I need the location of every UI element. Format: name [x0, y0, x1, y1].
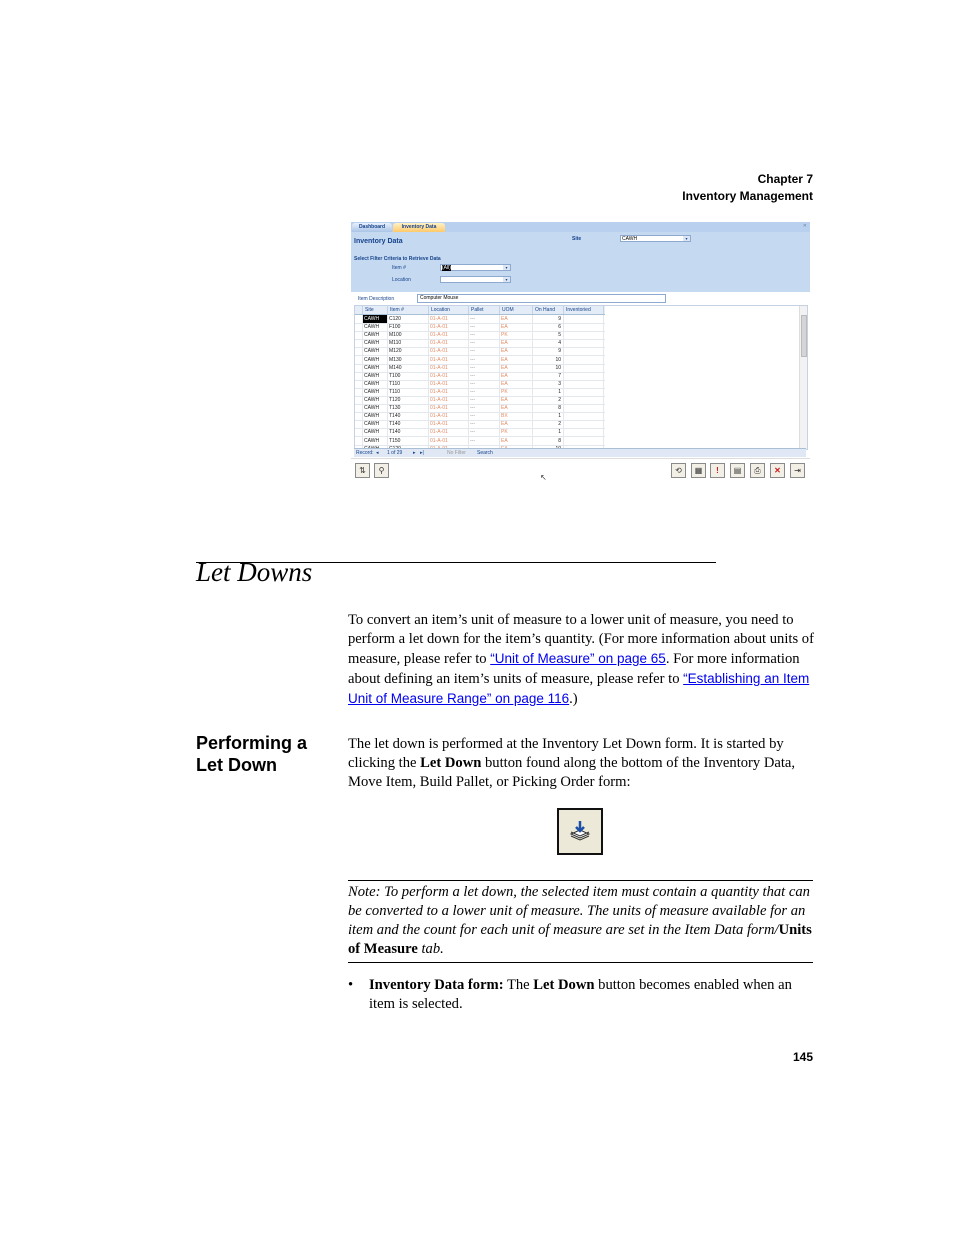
column-header[interactable]: Site [363, 306, 388, 314]
row-selector[interactable] [355, 364, 363, 372]
table-cell[interactable]: 01-A-01 [429, 380, 469, 388]
table-cell[interactable]: CAWH [363, 315, 388, 323]
table-cell[interactable]: EA [500, 347, 533, 355]
row-selector[interactable] [355, 396, 363, 404]
table-cell[interactable]: EA [500, 356, 533, 364]
column-header[interactable]: Pallet [469, 306, 500, 314]
let-down-term: Let Down [533, 977, 595, 993]
unit-of-measure-link[interactable]: “Unit of Measure” on page 65 [490, 651, 666, 666]
let-down-term: Let Down [420, 755, 482, 771]
table-cell[interactable] [564, 323, 604, 331]
table-cell[interactable]: EA [500, 380, 533, 388]
table-cell[interactable]: M110 [388, 339, 429, 347]
table-cell[interactable]: --- [469, 380, 500, 388]
table-cell[interactable] [564, 388, 604, 396]
table-cell[interactable] [564, 437, 604, 445]
page-number: 145 [792, 1050, 813, 1064]
grid-header [355, 306, 605, 315]
tab-bar [351, 222, 810, 232]
table-cell[interactable]: 10 [533, 356, 564, 364]
table-cell[interactable]: 01-A-01 [429, 339, 469, 347]
search-box[interactable]: Search [477, 450, 493, 456]
table-cell[interactable]: EA [500, 364, 533, 372]
last-record-icon[interactable]: ▸| [420, 450, 424, 456]
table-cell[interactable]: CAWH [363, 396, 388, 404]
table-cell[interactable]: 01-A-01 [429, 356, 469, 364]
chevron-down-icon[interactable]: ▾ [503, 277, 510, 282]
report-icon[interactable]: ▤ [730, 463, 745, 478]
table-cell[interactable]: CAWH [363, 364, 388, 372]
alert-icon[interactable]: ! [710, 463, 725, 478]
table-cell[interactable] [564, 364, 604, 372]
subsection-heading: Performing a Let Down [196, 733, 308, 775]
perform-paragraph [348, 735, 818, 792]
table-cell[interactable]: 4 [533, 339, 564, 347]
note-bottom-rule [348, 962, 813, 963]
table-cell[interactable]: --- [469, 388, 500, 396]
table-cell[interactable]: T130 [388, 404, 429, 412]
table-cell[interactable]: 2 [533, 396, 564, 404]
sort-icon[interactable]: ⇅ [355, 463, 370, 478]
table-cell[interactable] [564, 347, 604, 355]
table-cell[interactable]: 01-A-01 [429, 331, 469, 339]
establishing-uom-range-link[interactable]: “Establishing an Item Unit of Measure Range” on page 116 [348, 671, 810, 706]
table-cell[interactable]: --- [469, 331, 500, 339]
table-cell[interactable]: T140 [388, 428, 429, 436]
table-cell[interactable] [564, 412, 604, 420]
table-cell[interactable]: CAWH [363, 428, 388, 436]
perform-text: button found along the bottom of the Inventory Data, Move Item, Build Pallet, or Picking Order form: [348, 755, 796, 790]
intro-text: .) [569, 691, 578, 707]
location-select[interactable] [440, 276, 511, 283]
table-cell[interactable]: EA [500, 323, 533, 331]
table-cell[interactable]: CAWH [363, 339, 388, 347]
delete-icon[interactable]: ✕ [770, 463, 785, 478]
form-toolbar [351, 458, 810, 481]
table-cell[interactable]: T140 [388, 412, 429, 420]
filter-icon[interactable]: ⚲ [374, 463, 389, 478]
section-title: Let Downs [196, 557, 313, 587]
table-cell[interactable]: CAWH [363, 372, 388, 380]
table-cell[interactable]: --- [469, 404, 500, 412]
table-cell[interactable]: --- [469, 396, 500, 404]
table-cell[interactable]: T150 [388, 437, 429, 445]
table-cell[interactable]: 01-A-01 [429, 404, 469, 412]
record-label: Record: [356, 450, 374, 456]
table-cell[interactable] [564, 420, 604, 428]
close-icon[interactable]: ✕ [802, 223, 807, 229]
intro-paragraph [348, 611, 818, 709]
table-cell[interactable]: CAWH [363, 323, 388, 331]
let-down-button-image [557, 808, 603, 855]
bullet-term: Inventory Data form: [369, 977, 504, 993]
table-cell[interactable] [564, 428, 604, 436]
table-cell[interactable]: 01-A-01 [429, 437, 469, 445]
item-description-label: Item Description [358, 296, 395, 302]
inventory-data-screenshot [351, 222, 810, 484]
note-text: tab. [417, 941, 444, 957]
table-cell[interactable]: 10 [533, 364, 564, 372]
chevron-down-icon[interactable]: ▾ [503, 265, 510, 270]
table-cell[interactable]: EA [500, 372, 533, 380]
row-selector[interactable] [355, 380, 363, 388]
table-cell[interactable]: 2 [533, 420, 564, 428]
table-cell[interactable]: --- [469, 347, 500, 355]
table-cell[interactable]: 01-A-01 [429, 323, 469, 331]
table-cell[interactable]: 01-A-01 [429, 428, 469, 436]
build-pallet-icon[interactable]: ▦ [691, 463, 706, 478]
table-cell[interactable]: 7 [533, 372, 564, 380]
column-header[interactable]: UOM [500, 306, 533, 314]
row-selector[interactable] [355, 428, 363, 436]
let-down-icon [568, 819, 592, 843]
units-of-measure-term: Units of Measure [348, 922, 812, 957]
table-cell[interactable]: --- [469, 356, 500, 364]
chapter-label: Chapter 7 [757, 172, 813, 186]
intro-text: To convert an item’s unit of measure to a lower unit of measure, you need to perform a let down for the item’s quantity. (For more information about units of measure, please refer to [348, 612, 814, 667]
table-cell[interactable]: M120 [388, 347, 429, 355]
row-selector[interactable] [355, 388, 363, 396]
row-selector[interactable] [355, 323, 363, 331]
table-cell[interactable]: 01-A-01 [429, 420, 469, 428]
select-all-checkbox[interactable] [355, 306, 363, 314]
table-cell[interactable]: T110 [388, 388, 429, 396]
table-cell[interactable]: M130 [388, 356, 429, 364]
row-selector[interactable] [355, 331, 363, 339]
table-cell[interactable] [564, 372, 604, 380]
table-cell[interactable] [564, 380, 604, 388]
table-cell[interactable]: --- [469, 364, 500, 372]
table-cell[interactable]: --- [469, 372, 500, 380]
table-cell[interactable]: T140 [388, 420, 429, 428]
table-cell[interactable]: 6 [533, 323, 564, 331]
table-cell[interactable]: 8 [533, 404, 564, 412]
item-select[interactable] [440, 264, 511, 271]
table-cell[interactable] [564, 339, 604, 347]
table-cell[interactable] [564, 404, 604, 412]
table-cell[interactable]: --- [469, 323, 500, 331]
record-navigator [354, 448, 806, 457]
row-selector[interactable] [355, 356, 363, 364]
table-cell[interactable]: --- [469, 315, 500, 323]
print-icon[interactable]: ⎙ [750, 463, 765, 478]
location-label: Location [392, 277, 411, 283]
next-record-icon[interactable]: ▸ [413, 450, 416, 456]
table-cell[interactable]: 1 [533, 412, 564, 420]
table-cell[interactable] [564, 356, 604, 364]
table-cell[interactable]: 9 [533, 347, 564, 355]
table-cell[interactable]: CAWH [363, 380, 388, 388]
table-cell[interactable]: M140 [388, 364, 429, 372]
table-cell[interactable]: 8 [533, 437, 564, 445]
table-cell[interactable]: F100 [388, 323, 429, 331]
bullet-text-part: button becomes enabled when an item is selected. [369, 977, 792, 1012]
bullet-text [369, 976, 809, 1014]
mouse-cursor-icon: ↖ [540, 473, 547, 482]
table-cell[interactable]: 01-A-01 [429, 388, 469, 396]
table-cell[interactable]: C120 [388, 315, 429, 323]
table-cell[interactable]: 1 [533, 388, 564, 396]
table-cell[interactable]: PK [500, 331, 533, 339]
column-header[interactable]: Inventoried [564, 306, 604, 314]
row-selector[interactable] [355, 339, 363, 347]
table-cell[interactable]: --- [469, 420, 500, 428]
table-cell[interactable]: EA [500, 420, 533, 428]
table-cell[interactable]: CAWH [363, 420, 388, 428]
item-description-field[interactable]: Computer Mouse [417, 294, 666, 303]
table-cell[interactable]: EA [500, 404, 533, 412]
table-cell[interactable]: EA [500, 396, 533, 404]
table-cell[interactable]: 01-A-01 [429, 372, 469, 380]
row-selector[interactable] [355, 404, 363, 412]
table-cell[interactable]: 01-A-01 [429, 412, 469, 420]
note-paragraph [348, 883, 818, 959]
table-cell[interactable]: CAWH [363, 437, 388, 445]
table-cell[interactable]: 01-A-01 [429, 347, 469, 355]
filter-panel [351, 232, 810, 292]
table-cell[interactable]: T100 [388, 372, 429, 380]
table-cell[interactable]: PK [500, 388, 533, 396]
row-selector[interactable] [355, 347, 363, 355]
first-record-icon[interactable]: ◂ [376, 450, 379, 456]
table-cell[interactable]: --- [469, 339, 500, 347]
table-cell[interactable]: 1 [533, 428, 564, 436]
table-cell[interactable]: 3 [533, 380, 564, 388]
row-selector[interactable] [355, 315, 363, 323]
table-cell[interactable]: 9 [533, 315, 564, 323]
table-cell[interactable]: --- [469, 428, 500, 436]
table-cell[interactable]: CAWH [363, 388, 388, 396]
column-header[interactable]: Item # [388, 306, 429, 314]
intro-text: . For more information about defining an item’s units of measure, please refer to [348, 651, 800, 687]
table-cell[interactable]: 5 [533, 331, 564, 339]
note-top-rule [348, 880, 813, 881]
item-label: Item # [392, 265, 406, 271]
site-select[interactable] [620, 235, 691, 242]
exit-icon[interactable]: ⇥ [790, 463, 805, 478]
site-value: CAWH [622, 236, 638, 242]
table-cell[interactable]: EA [500, 315, 533, 323]
column-header[interactable]: On Hand [533, 306, 564, 314]
row-selector[interactable] [355, 372, 363, 380]
perform-text: The let down is performed at the Inventory Let Down form. It is started by clicking the [348, 736, 784, 771]
note-text: Note: To perform a let down, the selected item must contain a quantity that can be converted to a lower unit of measure. The units of measure available for an item and the count for each unit of measure are set in the Item Data form/ [348, 884, 810, 938]
no-filter-label[interactable]: No Filter [447, 450, 466, 456]
table-cell[interactable]: 01-A-01 [429, 396, 469, 404]
column-header[interactable]: Location [429, 306, 469, 314]
table-cell[interactable] [564, 315, 604, 323]
row-selector[interactable] [355, 412, 363, 420]
bullet-icon: • [348, 977, 354, 993]
record-position[interactable]: 1 of 29 [387, 450, 403, 456]
table-cell[interactable] [564, 331, 604, 339]
table-cell[interactable]: BX [500, 412, 533, 420]
table-cell[interactable]: CAWH [363, 404, 388, 412]
item-value: (All) [442, 265, 451, 271]
inventory-grid [354, 305, 808, 450]
row-selector[interactable] [355, 437, 363, 445]
site-label: Site [572, 236, 582, 242]
table-cell[interactable]: CAWH [363, 356, 388, 364]
table-cell[interactable]: EA [500, 437, 533, 445]
table-cell[interactable]: --- [469, 437, 500, 445]
table-cell[interactable] [564, 396, 604, 404]
row-selector[interactable] [355, 420, 363, 428]
tab-inventory-data[interactable]: Inventory Data [393, 223, 445, 232]
chevron-down-icon[interactable]: ▾ [683, 236, 690, 241]
chapter-subtitle: Inventory Management [682, 189, 813, 203]
table-cell[interactable]: PK [500, 428, 533, 436]
form-title: Inventory Data [354, 238, 403, 245]
tab-dashboard[interactable]: Dashboard [352, 223, 392, 232]
table-cell[interactable]: CAWH [363, 412, 388, 420]
table-cell[interactable]: 01-A-01 [429, 315, 469, 323]
table-cell[interactable]: EA [500, 339, 533, 347]
vertical-scrollbar[interactable] [799, 306, 807, 449]
bullet-text-part: The [503, 977, 534, 993]
scroll-thumb[interactable] [801, 315, 807, 357]
table-cell[interactable]: M100 [388, 331, 429, 339]
move-icon[interactable]: ⟲ [671, 463, 686, 478]
table-cell[interactable]: CAWH [363, 331, 388, 339]
table-cell[interactable]: 01-A-01 [429, 364, 469, 372]
table-cell[interactable]: T120 [388, 396, 429, 404]
table-cell[interactable]: --- [469, 412, 500, 420]
table-cell[interactable]: T110 [388, 380, 429, 388]
table-cell[interactable]: CAWH [363, 347, 388, 355]
filter-criteria-title: Select Filter Criteria to Retrieve Data [354, 256, 441, 262]
